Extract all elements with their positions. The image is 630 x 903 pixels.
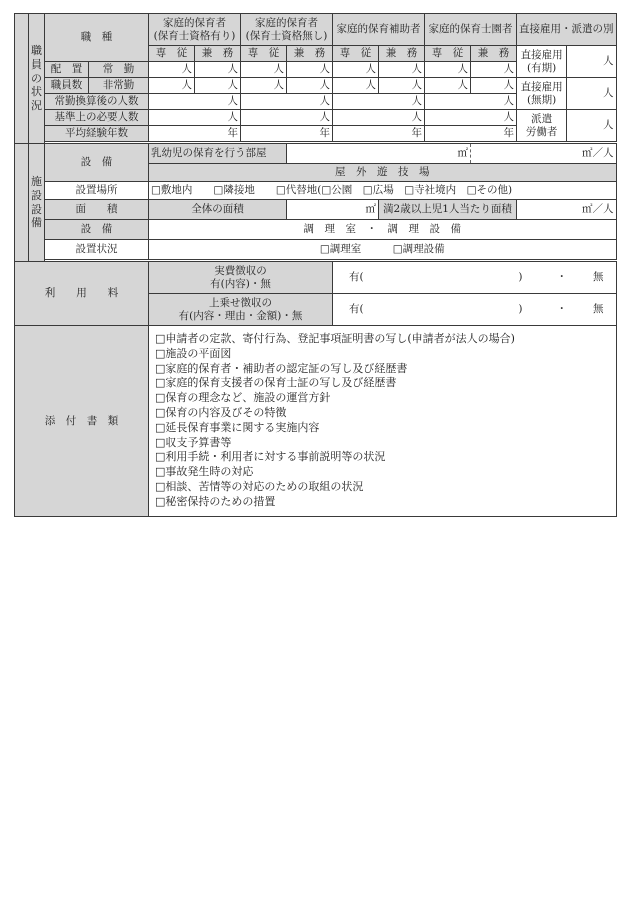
col-childcare-licensed-header: 家庭的保育者 (保育士資格有り) [149, 14, 241, 46]
col-assistant-header: 家庭的保育補助者 [333, 14, 425, 46]
regular-count-1[interactable]: 人 [149, 62, 195, 78]
facility-section-label: 施 設 設 備 [29, 144, 45, 262]
fte-count-2[interactable]: 人 [241, 94, 333, 110]
nonregular-count-6[interactable]: 人 [379, 78, 425, 94]
outdoor-play-header: 屋 外 遊 技 場 [149, 164, 617, 182]
nonregular-count-3[interactable]: 人 [241, 78, 287, 94]
kitchen-label: 設 備 [45, 220, 149, 240]
required-count-4[interactable]: 人 [425, 110, 517, 126]
surcharge-label: 上乗せ徴収の 有(内容・理由・金額)・無 [149, 294, 333, 326]
job-type-header: 職 種 [45, 14, 149, 62]
per-child-area-value[interactable]: ㎡／人 [517, 200, 617, 220]
staff-left-gutter [15, 14, 29, 144]
col-nursery-header: 家庭的保育士園者 [425, 14, 517, 46]
direct-open-label: 直接雇用 (無期) [517, 78, 567, 110]
staff-section-label: 職 員 の 状 況 [29, 14, 45, 144]
regular-count-4[interactable]: 人 [287, 62, 333, 78]
total-area-label: 全体の面積 [149, 200, 287, 220]
dispatch-label: 派遣 労働者 [517, 110, 567, 142]
sub-part-2: 兼 務 [287, 46, 333, 62]
staff-count-label: 職員数 [45, 78, 89, 94]
nursery-room-label: 乳幼児の保育を行う部屋 [149, 144, 287, 164]
staffing-label: 配 置 [45, 62, 89, 78]
col-childcare-unlicensed-header: 家庭的保育者 (保育士資格無し) [241, 14, 333, 46]
attachment-item[interactable]: □事故発生時の対応 [155, 465, 254, 479]
attachment-item[interactable]: □収支予算書等 [155, 435, 232, 449]
nonregular-count-1[interactable]: 人 [149, 78, 195, 94]
direct-fixed-count[interactable]: 人 [567, 46, 616, 78]
area-label: 面 積 [45, 200, 149, 220]
fte-count-1[interactable]: 人 [149, 94, 241, 110]
regular-count-8[interactable]: 人 [471, 62, 517, 78]
avg-years-4[interactable]: 年 [425, 126, 517, 142]
actual-cost-field[interactable]: 有( ) ・ 無 [333, 262, 617, 294]
fees-label: 利 用 料 [15, 262, 149, 326]
total-area-value[interactable]: ㎡ [287, 200, 379, 220]
regular-count-3[interactable]: 人 [241, 62, 287, 78]
attachment-item[interactable]: □施設の平面図 [155, 346, 232, 360]
regular-label: 常 勤 [89, 62, 149, 78]
fte-label: 常勤換算後の人数 [45, 94, 149, 110]
sub-full-4: 専 従 [425, 46, 471, 62]
attachments-list [149, 326, 617, 517]
sub-full-2: 専 従 [241, 46, 287, 62]
attachment-item[interactable]: □秘密保持のための措置 [155, 494, 276, 508]
required-label: 基準上の必要人数 [45, 110, 149, 126]
nonregular-count-2[interactable]: 人 [195, 78, 241, 94]
fte-count-3[interactable]: 人 [333, 94, 425, 110]
direct-fixed-label: 直接雇用 (有期) [517, 46, 567, 78]
per-child-area-label: 満2歳以上児1人当たり面積 [379, 200, 517, 220]
dispatch-count[interactable]: 人 [567, 110, 616, 142]
regular-count-6[interactable]: 人 [379, 62, 425, 78]
attachment-item[interactable]: □保育の内容及びその特徴 [155, 405, 287, 419]
attachment-item[interactable]: □利用手続・利用者に対する事前説明等の状況 [155, 450, 386, 464]
nonregular-count-4[interactable]: 人 [287, 78, 333, 94]
required-count-3[interactable]: 人 [333, 110, 425, 126]
nonregular-count-8[interactable]: 人 [471, 78, 517, 94]
kitchen-equipment-text: 調 理 室 ・ 調 理 設 備 [149, 220, 617, 240]
equipment-label: 設 備 [45, 144, 149, 182]
regular-count-7[interactable]: 人 [425, 62, 471, 78]
surcharge-field[interactable]: 有( ) ・ 無 [333, 294, 617, 326]
regular-count-5[interactable]: 人 [333, 62, 379, 78]
attachment-item[interactable]: □保育の理念など、施設の運営方針 [155, 391, 331, 405]
attachment-item[interactable]: □相談、苦情等の対応のための取組の状況 [155, 479, 364, 493]
nonregular-count-7[interactable]: 人 [425, 78, 471, 94]
sub-full-1: 専 従 [149, 46, 195, 62]
nonregular-count-5[interactable]: 人 [333, 78, 379, 94]
regular-count-2[interactable]: 人 [195, 62, 241, 78]
required-count-1[interactable]: 人 [149, 110, 241, 126]
nursery-room-area[interactable]: ㎡ [287, 144, 471, 164]
non-regular-label: 非常勤 [89, 78, 149, 94]
location-options[interactable]: □敷地内 □隣接地 □代替地(□公園 □広場 □寺社境内 □その他) [149, 182, 617, 200]
sub-part-3: 兼 務 [379, 46, 425, 62]
attachment-item[interactable]: □延長保育事業に関する実施内容 [155, 420, 320, 434]
actual-cost-label: 実費徴収の 有(内容)・無 [149, 262, 333, 294]
direct-open-count[interactable]: 人 [567, 78, 616, 110]
col-employment-type-header: 直接雇用・派遣の別 [517, 14, 617, 46]
install-status-label: 設置状況 [45, 240, 149, 260]
avg-years-2[interactable]: 年 [241, 126, 333, 142]
attachment-item[interactable]: □家庭的保育者・補助者の認定証の写し及び経歴書 [155, 361, 408, 375]
install-options[interactable]: □調理室 □調理設備 [149, 240, 617, 260]
nursery-room-per-child[interactable]: ㎡／人 [471, 144, 617, 164]
attachment-item[interactable]: □家庭的保育支援者の保育士証の写し及び経歴書 [155, 376, 397, 390]
avg-years-label: 平均経験年数 [45, 126, 149, 142]
required-count-2[interactable]: 人 [241, 110, 333, 126]
attachments-label: 添 付 書 類 [15, 326, 149, 517]
attachment-item[interactable]: □申請者の定款、寄付行為、登記事項証明書の写し(申請者が法人の場合) [155, 332, 515, 345]
facility-left-gutter [15, 144, 29, 262]
location-label: 設置場所 [45, 182, 149, 200]
fte-count-4[interactable]: 人 [425, 94, 517, 110]
avg-years-1[interactable]: 年 [149, 126, 241, 142]
sub-part-4: 兼 務 [471, 46, 517, 62]
sub-full-3: 専 従 [333, 46, 379, 62]
application-form-table [14, 13, 617, 517]
avg-years-3[interactable]: 年 [333, 126, 425, 142]
sub-part-1: 兼 務 [195, 46, 241, 62]
